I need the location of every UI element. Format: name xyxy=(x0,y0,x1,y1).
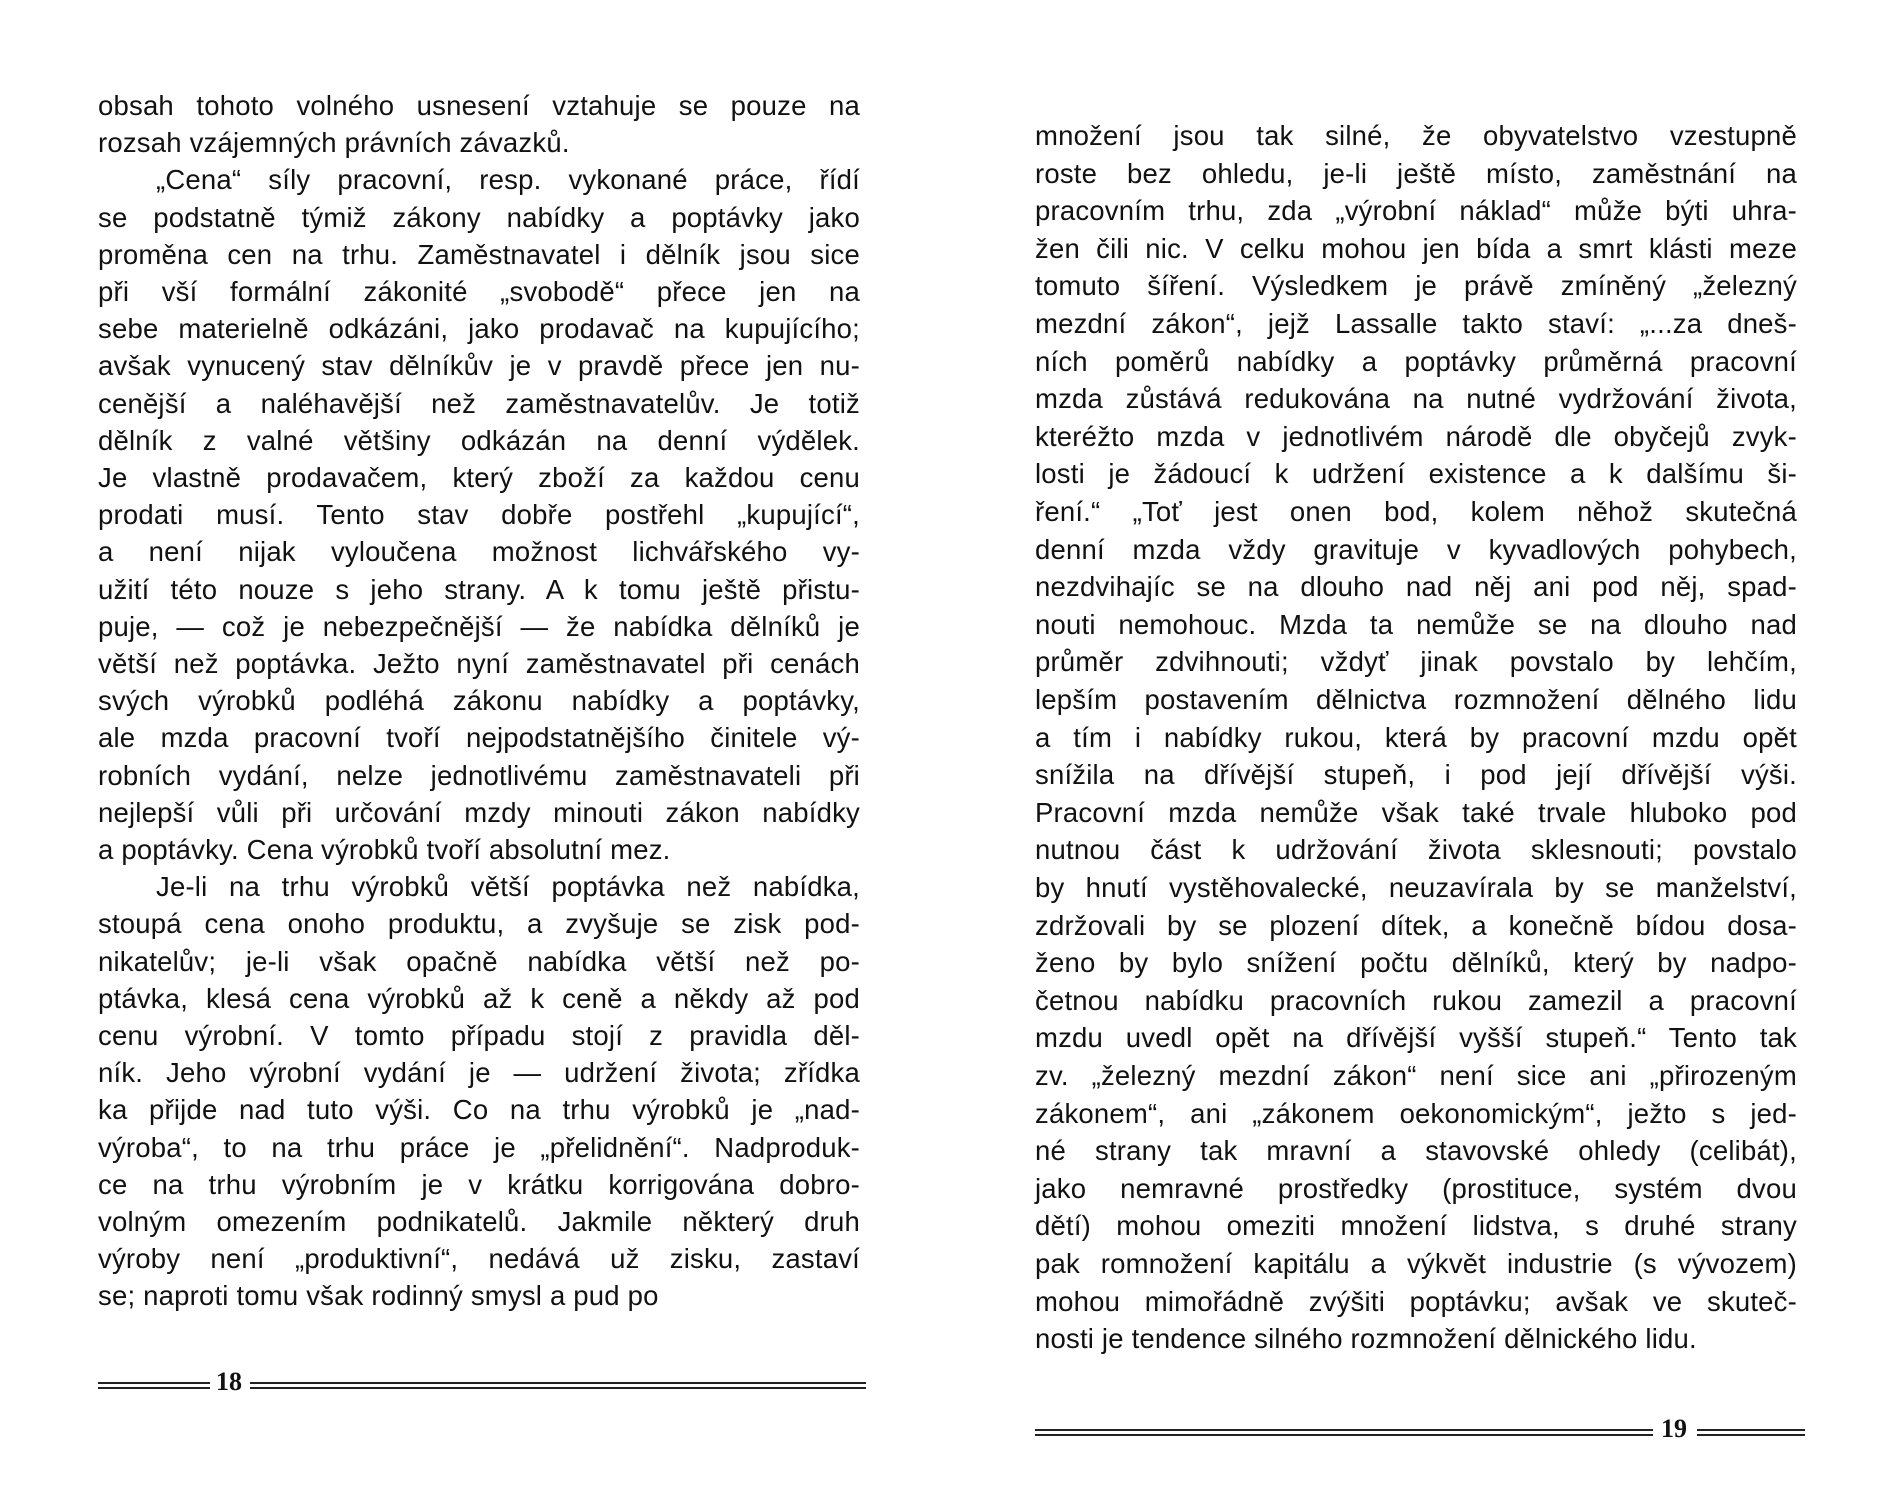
text-line: nejlepší vůli při určování mzdy minouti zákon nabídky xyxy=(98,796,860,828)
page-number-right: 19 xyxy=(1661,1414,1687,1443)
text-line: Je vlastně prodavačem, který zboží za každou cenu xyxy=(98,462,860,493)
text-line: prodati musí. Tento stav dobře postřehl „kupující“, xyxy=(98,499,860,531)
text-line: obsah tohoto volného usnesení vztahuje se pouze na xyxy=(98,90,860,121)
text-line: zdržovali by se plození dítek, a konečně bídou dosa- xyxy=(1035,909,1797,941)
text-line: proměna cen na trhu. Zaměstnavatel i dělník jsou sice xyxy=(98,238,860,270)
text-line: cenu výrobní. V tomto případu stojí z pravidla děl- xyxy=(98,1020,860,1051)
text-line: by hnutí vystěhovalecké, neuzavírala by se manželství, xyxy=(1035,872,1797,903)
text-line: Je-li na trhu výrobků větší poptávka než nabídka, xyxy=(156,871,860,903)
text-line: pracovním trhu, zda „výrobní náklad“ může býti uhra- xyxy=(1035,195,1797,227)
right-page-folio xyxy=(1035,1414,1805,1445)
text-line: nouti nemohouc. Mzda ta nemůže se na dlouho nad xyxy=(1035,608,1797,640)
text-line: výroba“, to na trhu práce je „přelidnění“. Nadproduk- xyxy=(98,1131,860,1163)
text-line: ření.“ „Toť jest onen bod, kolem něhož skutečná xyxy=(1035,496,1797,527)
text-line: ce na trhu výrobním je v krátku korrigována dobro- xyxy=(98,1168,860,1200)
folio-rule-right-a xyxy=(1035,1429,1653,1436)
text-line: tomuto šíření. Výsledkem je právě zmíněný „železný xyxy=(1035,270,1797,302)
text-line: větší než poptávka. Ježto nyní zaměstnavatel při cenách xyxy=(98,648,860,679)
text-line: mzdu uvedl opět na dřívější vyšší stupeň.“ Tento tak xyxy=(1035,1022,1797,1054)
text-line: výroby není „produktivní“, nedává už zisku, zastaví xyxy=(98,1243,860,1275)
text-line: snížila na dřívější stupeň, i pod její dřívější výši. xyxy=(1035,759,1797,791)
text-line: ženo by bylo snížení počtu dělníků, který by nadpo- xyxy=(1035,947,1797,979)
text-line: a není nijak vyloučena možnost lichvářského vy- xyxy=(98,536,860,568)
text-line: ptávka, klesá cena výrobků až k ceně a někdy až pod xyxy=(98,982,860,1014)
text-line: volným omezením podnikatelů. Jakmile některý druh xyxy=(98,1206,860,1237)
text-line: pak romnožení kapitálu a výkvět industrie (s vývozem) xyxy=(1035,1248,1797,1279)
page-number-left: 18 xyxy=(216,1367,242,1396)
text-line: Pracovní mzda nemůže však také trvale hluboko pod xyxy=(1035,796,1797,828)
folio-rule-right-b xyxy=(1697,1429,1805,1436)
text-line: zákonem“, ani „zákonem oekonomickým“, ježto s jed- xyxy=(1035,1097,1797,1129)
text-line: ník. Jeho výrobní vydání je — udržení života; zřídka xyxy=(98,1057,860,1089)
text-line: svých výrobků podléhá zákonu nabídky a poptávky, xyxy=(98,685,860,717)
text-line: roste bez ohledu, je-li ještě místo, zaměstnání na xyxy=(1035,157,1797,189)
text-line: při vší formální zákonité „svobodě“ přece jen na xyxy=(98,276,860,307)
text-line: jako nemravné prostředky (prostituce, systém dvou xyxy=(1035,1172,1797,1204)
text-line: lepším postavením dělnictva rozmnožení dělného lidu xyxy=(1035,684,1797,715)
text-line: robních vydání, nelze jednotlivému zaměstnavateli při xyxy=(98,759,860,791)
text-line: a tím i nabídky rukou, která by pracovní mzdu opět xyxy=(1035,721,1797,753)
text-line: množení jsou tak silné, že obyvatelstvo vzestupně xyxy=(1035,120,1797,151)
text-line: mzda zůstává redukována na nutné vydržování života, xyxy=(1035,383,1797,415)
folio-rule-left-a xyxy=(98,1382,210,1389)
text-line: rozsah vzájemných právních závazků. xyxy=(98,127,570,159)
text-line: cenější a naléhavější než zaměstnavatelův. Je totiž xyxy=(98,387,860,419)
text-line: nutnou část k udržování života sklesnouti; povstalo xyxy=(1035,834,1797,866)
text-line: puje, — což je nebezpečnější — že nabídka dělníků je xyxy=(98,610,860,642)
text-line: né strany tak mravní a stavovské ohledy (celibát), xyxy=(1035,1135,1797,1167)
text-line: sebe materielně odkázáni, jako prodavač na kupujícího; xyxy=(98,313,860,345)
text-line: dětí) mohou omeziti množení lidstva, s druhé strany xyxy=(1035,1210,1797,1242)
text-line: zv. „železný mezdní zákon“ není sice ani „přirozeným xyxy=(1035,1060,1797,1091)
text-line: užití této nouze s jeho strany. A k tomu ještě přistu- xyxy=(98,573,860,605)
text-line: denní mzda vždy gravituje v kyvadlových pohybech, xyxy=(1035,533,1797,565)
text-line: četnou nabídku pracovních rukou zamezil a pracovní xyxy=(1035,984,1797,1016)
text-line: dělník z valné většiny odkázán na denní výdělek. xyxy=(98,424,860,456)
left-page-folio xyxy=(98,1367,866,1398)
text-line: losti je žádoucí k udržení existence a k dalšímu ši- xyxy=(1035,458,1797,490)
folio-rule-left-b xyxy=(250,1382,866,1389)
text-line: průměr zdvihnouti; vždyť jinak povstalo by lehčím, xyxy=(1035,646,1797,678)
text-line: kteréžto mzda v jednotlivém národě dle obyčejů zvyk- xyxy=(1035,420,1797,452)
text-line: nikatelův; je-li však opačně nabídka větší než po- xyxy=(98,945,860,977)
text-line: nezdvihajíc se na dlouho nad něj ani pod něj, spad- xyxy=(1035,571,1797,603)
text-line: mohou mimořádně zvýšiti poptávku; avšak ve skuteč- xyxy=(1035,1285,1797,1317)
text-line: stoupá cena onoho produktu, a zvyšuje se zisk pod- xyxy=(98,908,860,940)
text-line: a poptávky. Cena výrobků tvoří absolutní mez. xyxy=(98,834,671,865)
text-line: ka přijde nad tuto výši. Co na trhu výrobků je „nad- xyxy=(98,1094,860,1126)
text-line: nosti je tendence silného rozmnožení dělnického lidu. xyxy=(1035,1323,1697,1355)
text-line: „Cena“ síly pracovní, resp. vykonané práce, řídí xyxy=(156,164,860,196)
text-line: ních poměrů nabídky a poptávky průměrná pracovní xyxy=(1035,345,1797,377)
text-line: ale mzda pracovní tvoří nejpodstatnějšího činitele vý- xyxy=(98,722,860,754)
text-line: mezdní zákon“, jejž Lassalle takto staví: „...za dneš- xyxy=(1035,308,1797,339)
text-line: se podstatně týmiž zákony nabídky a poptávky jako xyxy=(98,201,860,233)
text-line: se; naproti tomu však rodinný smysl a pud po xyxy=(98,1280,659,1312)
text-line: žen čili nic. V celku mohou jen bída a smrt klásti meze xyxy=(1035,232,1797,264)
text-line: avšak vynucený stav dělníkův je v pravdě přece jen nu- xyxy=(98,350,860,382)
